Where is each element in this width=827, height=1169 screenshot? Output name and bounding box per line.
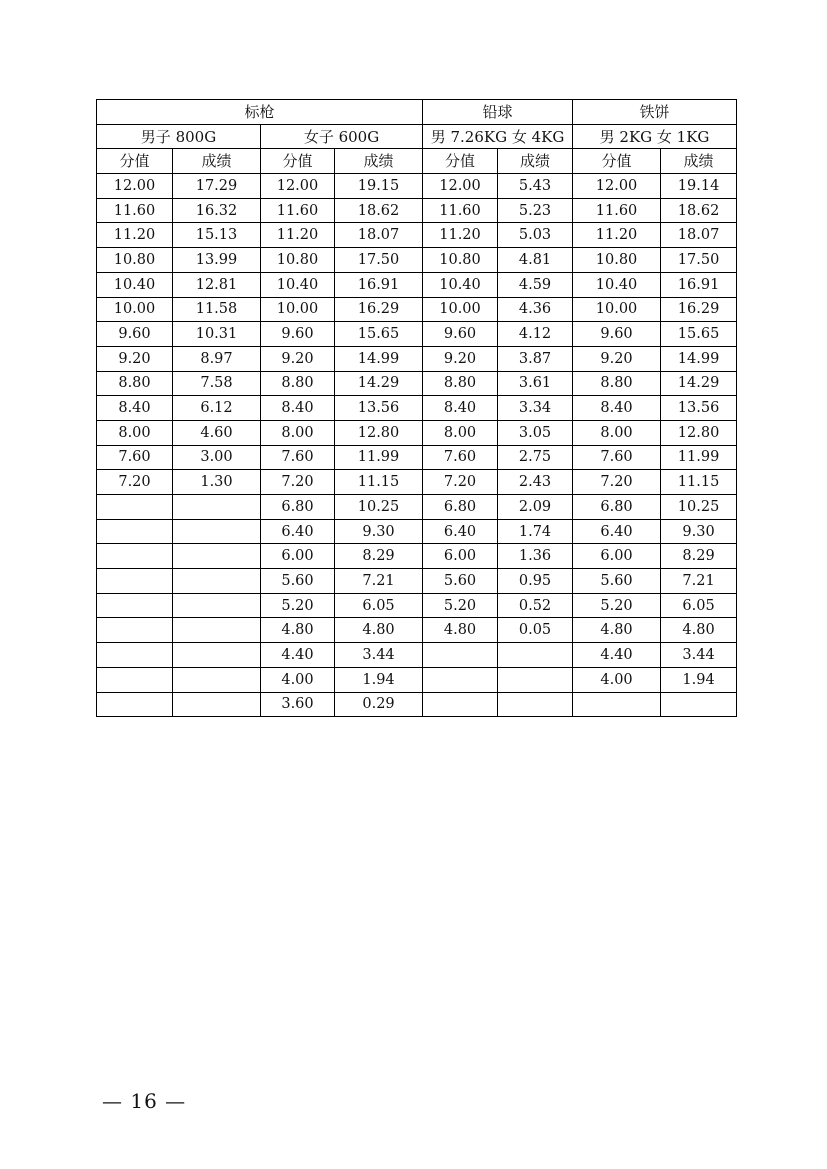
result-cell: 6.05 <box>335 593 423 618</box>
score-cell <box>97 618 173 643</box>
score-cell: 8.00 <box>423 420 498 445</box>
score-cell <box>573 692 661 717</box>
column-header-row <box>97 149 737 174</box>
result-cell: 4.60 <box>173 420 261 445</box>
score-cell <box>97 643 173 668</box>
result-cell: 18.07 <box>335 223 423 248</box>
score-cell: 11.20 <box>573 223 661 248</box>
result-cell: 11.15 <box>335 470 423 495</box>
subgroup-header-row <box>97 124 737 149</box>
table-row <box>97 519 737 544</box>
score-cell: 8.00 <box>97 420 173 445</box>
score-cell: 11.60 <box>573 198 661 223</box>
result-cell: 11.99 <box>335 445 423 470</box>
result-cell: 3.00 <box>173 445 261 470</box>
score-cell: 10.40 <box>97 272 173 297</box>
score-cell: 4.80 <box>261 618 335 643</box>
result-cell: 15.65 <box>335 322 423 347</box>
result-cell: 5.03 <box>498 223 573 248</box>
table-row <box>97 223 737 248</box>
score-cell: 11.20 <box>97 223 173 248</box>
subgroup-header-shot-put-weights: 男 7.26KG 女 4KG <box>423 124 573 149</box>
score-cell <box>97 593 173 618</box>
table-row <box>97 544 737 569</box>
result-cell: 18.07 <box>661 223 737 248</box>
result-cell: 1.74 <box>498 519 573 544</box>
score-cell: 11.20 <box>261 223 335 248</box>
result-cell: 17.29 <box>173 174 261 199</box>
column-header-score: 分值 <box>423 149 498 174</box>
score-cell: 11.60 <box>97 198 173 223</box>
score-cell: 11.20 <box>423 223 498 248</box>
table-row <box>97 174 737 199</box>
result-cell: 11.99 <box>661 445 737 470</box>
result-cell: 4.80 <box>335 618 423 643</box>
result-cell: 10.31 <box>173 322 261 347</box>
table-row <box>97 593 737 618</box>
result-cell: 4.81 <box>498 248 573 273</box>
result-cell <box>173 593 261 618</box>
score-cell <box>97 544 173 569</box>
result-cell: 3.87 <box>498 346 573 371</box>
score-cell: 8.80 <box>423 371 498 396</box>
score-cell: 10.00 <box>573 297 661 322</box>
result-cell: 4.80 <box>661 618 737 643</box>
result-cell <box>173 667 261 692</box>
result-cell: 3.05 <box>498 420 573 445</box>
score-cell <box>97 569 173 594</box>
result-cell: 2.09 <box>498 495 573 520</box>
result-cell: 1.94 <box>335 667 423 692</box>
score-cell: 10.00 <box>423 297 498 322</box>
result-cell: 1.36 <box>498 544 573 569</box>
result-cell: 7.21 <box>661 569 737 594</box>
score-cell: 8.40 <box>97 396 173 421</box>
result-cell: 5.43 <box>498 174 573 199</box>
result-cell: 0.29 <box>335 692 423 717</box>
result-cell: 0.05 <box>498 618 573 643</box>
result-cell: 16.91 <box>335 272 423 297</box>
result-cell <box>173 519 261 544</box>
score-cell: 8.80 <box>573 371 661 396</box>
column-header-score: 分值 <box>261 149 335 174</box>
score-cell: 9.20 <box>573 346 661 371</box>
result-cell: 3.61 <box>498 371 573 396</box>
group-header-discus: 铁饼 <box>573 100 737 125</box>
result-cell: 7.21 <box>335 569 423 594</box>
score-cell: 6.40 <box>261 519 335 544</box>
result-cell: 6.05 <box>661 593 737 618</box>
subgroup-header-javelin-women: 女子 600G <box>261 124 423 149</box>
score-cell: 10.40 <box>423 272 498 297</box>
score-cell: 9.20 <box>423 346 498 371</box>
score-cell <box>423 692 498 717</box>
score-cell: 4.00 <box>261 667 335 692</box>
score-cell: 4.00 <box>573 667 661 692</box>
result-cell: 15.13 <box>173 223 261 248</box>
table-row <box>97 346 737 371</box>
table-row <box>97 495 737 520</box>
result-cell: 16.29 <box>661 297 737 322</box>
table-row <box>97 297 737 322</box>
score-cell: 6.00 <box>261 544 335 569</box>
table-row <box>97 667 737 692</box>
table-row <box>97 470 737 495</box>
result-cell: 17.50 <box>661 248 737 273</box>
result-cell <box>498 692 573 717</box>
score-cell: 10.00 <box>261 297 335 322</box>
score-cell: 7.60 <box>573 445 661 470</box>
score-cell: 6.80 <box>261 495 335 520</box>
score-cell: 7.60 <box>97 445 173 470</box>
score-cell: 10.40 <box>261 272 335 297</box>
result-cell: 7.58 <box>173 371 261 396</box>
score-cell: 9.20 <box>97 346 173 371</box>
score-cell: 10.80 <box>97 248 173 273</box>
result-cell: 14.99 <box>661 346 737 371</box>
score-cell: 8.00 <box>261 420 335 445</box>
result-cell: 9.30 <box>661 519 737 544</box>
subgroup-header-javelin-men: 男子 800G <box>97 124 261 149</box>
result-cell <box>173 544 261 569</box>
result-cell: 5.23 <box>498 198 573 223</box>
score-cell: 12.00 <box>261 174 335 199</box>
score-cell: 7.20 <box>97 470 173 495</box>
group-header-shot-put: 铅球 <box>423 100 573 125</box>
score-cell: 5.60 <box>261 569 335 594</box>
result-cell: 11.58 <box>173 297 261 322</box>
result-cell <box>173 643 261 668</box>
result-cell: 16.29 <box>335 297 423 322</box>
result-cell: 0.52 <box>498 593 573 618</box>
score-cell <box>97 692 173 717</box>
table-row <box>97 322 737 347</box>
score-cell: 7.20 <box>423 470 498 495</box>
result-cell: 15.65 <box>661 322 737 347</box>
group-header-row <box>97 100 737 125</box>
table-row <box>97 371 737 396</box>
score-cell: 8.80 <box>261 371 335 396</box>
score-cell: 8.80 <box>97 371 173 396</box>
group-header-javelin: 标枪 <box>97 100 423 125</box>
score-cell: 10.80 <box>423 248 498 273</box>
result-cell: 3.44 <box>661 643 737 668</box>
score-cell: 4.40 <box>573 643 661 668</box>
result-cell: 8.97 <box>173 346 261 371</box>
result-cell: 0.95 <box>498 569 573 594</box>
result-cell <box>498 667 573 692</box>
score-cell: 10.00 <box>97 297 173 322</box>
score-cell: 5.60 <box>423 569 498 594</box>
result-cell: 13.99 <box>173 248 261 273</box>
score-cell: 11.60 <box>423 198 498 223</box>
score-cell: 12.00 <box>423 174 498 199</box>
table-row <box>97 396 737 421</box>
score-cell <box>423 667 498 692</box>
result-cell: 14.29 <box>661 371 737 396</box>
score-cell <box>97 519 173 544</box>
subgroup-header-discus-weights: 男 2KG 女 1KG <box>573 124 737 149</box>
result-cell: 19.14 <box>661 174 737 199</box>
result-cell <box>173 618 261 643</box>
score-cell: 9.60 <box>423 322 498 347</box>
score-cell: 12.00 <box>573 174 661 199</box>
result-cell: 12.80 <box>335 420 423 445</box>
result-cell: 3.34 <box>498 396 573 421</box>
score-cell <box>97 667 173 692</box>
result-cell: 8.29 <box>335 544 423 569</box>
result-cell <box>661 692 737 717</box>
result-cell: 1.94 <box>661 667 737 692</box>
score-cell: 7.20 <box>573 470 661 495</box>
column-header-result: 成绩 <box>173 149 261 174</box>
score-cell: 4.40 <box>261 643 335 668</box>
result-cell: 17.50 <box>335 248 423 273</box>
score-cell: 4.80 <box>423 618 498 643</box>
result-cell: 4.59 <box>498 272 573 297</box>
result-cell: 14.99 <box>335 346 423 371</box>
table-row <box>97 692 737 717</box>
result-cell: 12.81 <box>173 272 261 297</box>
result-cell: 1.30 <box>173 470 261 495</box>
result-cell: 4.12 <box>498 322 573 347</box>
score-cell: 7.60 <box>423 445 498 470</box>
score-cell: 5.20 <box>423 593 498 618</box>
result-cell: 3.44 <box>335 643 423 668</box>
table-row <box>97 272 737 297</box>
table-row <box>97 618 737 643</box>
result-cell: 2.43 <box>498 470 573 495</box>
result-cell: 16.91 <box>661 272 737 297</box>
score-cell: 6.40 <box>423 519 498 544</box>
score-cell: 8.40 <box>573 396 661 421</box>
result-cell: 19.15 <box>335 174 423 199</box>
score-cell: 7.20 <box>261 470 335 495</box>
result-cell <box>173 692 261 717</box>
result-cell: 6.12 <box>173 396 261 421</box>
column-header-result: 成绩 <box>335 149 423 174</box>
column-header-score: 分值 <box>97 149 173 174</box>
result-cell <box>498 643 573 668</box>
result-cell: 4.36 <box>498 297 573 322</box>
score-cell: 9.20 <box>261 346 335 371</box>
score-cell: 6.80 <box>423 495 498 520</box>
table-row <box>97 420 737 445</box>
score-table <box>96 99 737 717</box>
table-row <box>97 248 737 273</box>
result-cell: 16.32 <box>173 198 261 223</box>
score-cell: 3.60 <box>261 692 335 717</box>
table-row <box>97 643 737 668</box>
score-cell: 8.00 <box>573 420 661 445</box>
score-cell <box>97 495 173 520</box>
score-cell: 5.60 <box>573 569 661 594</box>
table-row <box>97 198 737 223</box>
result-cell <box>173 495 261 520</box>
result-cell: 18.62 <box>335 198 423 223</box>
result-cell: 9.30 <box>335 519 423 544</box>
result-cell: 11.15 <box>661 470 737 495</box>
score-cell: 11.60 <box>261 198 335 223</box>
score-cell: 8.40 <box>261 396 335 421</box>
result-cell: 13.56 <box>661 396 737 421</box>
score-cell: 10.40 <box>573 272 661 297</box>
result-cell: 2.75 <box>498 445 573 470</box>
score-cell: 6.40 <box>573 519 661 544</box>
score-cell: 12.00 <box>97 174 173 199</box>
score-cell: 8.40 <box>423 396 498 421</box>
result-cell: 10.25 <box>661 495 737 520</box>
result-cell: 13.56 <box>335 396 423 421</box>
score-cell: 9.60 <box>97 322 173 347</box>
result-cell: 12.80 <box>661 420 737 445</box>
result-cell: 14.29 <box>335 371 423 396</box>
score-cell: 6.00 <box>423 544 498 569</box>
score-cell: 10.80 <box>261 248 335 273</box>
result-cell: 10.25 <box>335 495 423 520</box>
score-cell: 9.60 <box>573 322 661 347</box>
table-row <box>97 569 737 594</box>
column-header-score: 分值 <box>573 149 661 174</box>
table-row <box>97 445 737 470</box>
score-cell: 7.60 <box>261 445 335 470</box>
score-cell: 9.60 <box>261 322 335 347</box>
result-cell: 18.62 <box>661 198 737 223</box>
score-cell: 10.80 <box>573 248 661 273</box>
column-header-result: 成绩 <box>661 149 737 174</box>
column-header-result: 成绩 <box>498 149 573 174</box>
score-cell: 6.80 <box>573 495 661 520</box>
score-cell: 4.80 <box>573 618 661 643</box>
result-cell: 8.29 <box>661 544 737 569</box>
result-cell <box>173 569 261 594</box>
score-cell: 6.00 <box>573 544 661 569</box>
page-number: — 16 — <box>102 1089 187 1113</box>
score-cell <box>423 643 498 668</box>
score-cell: 5.20 <box>573 593 661 618</box>
score-cell: 5.20 <box>261 593 335 618</box>
